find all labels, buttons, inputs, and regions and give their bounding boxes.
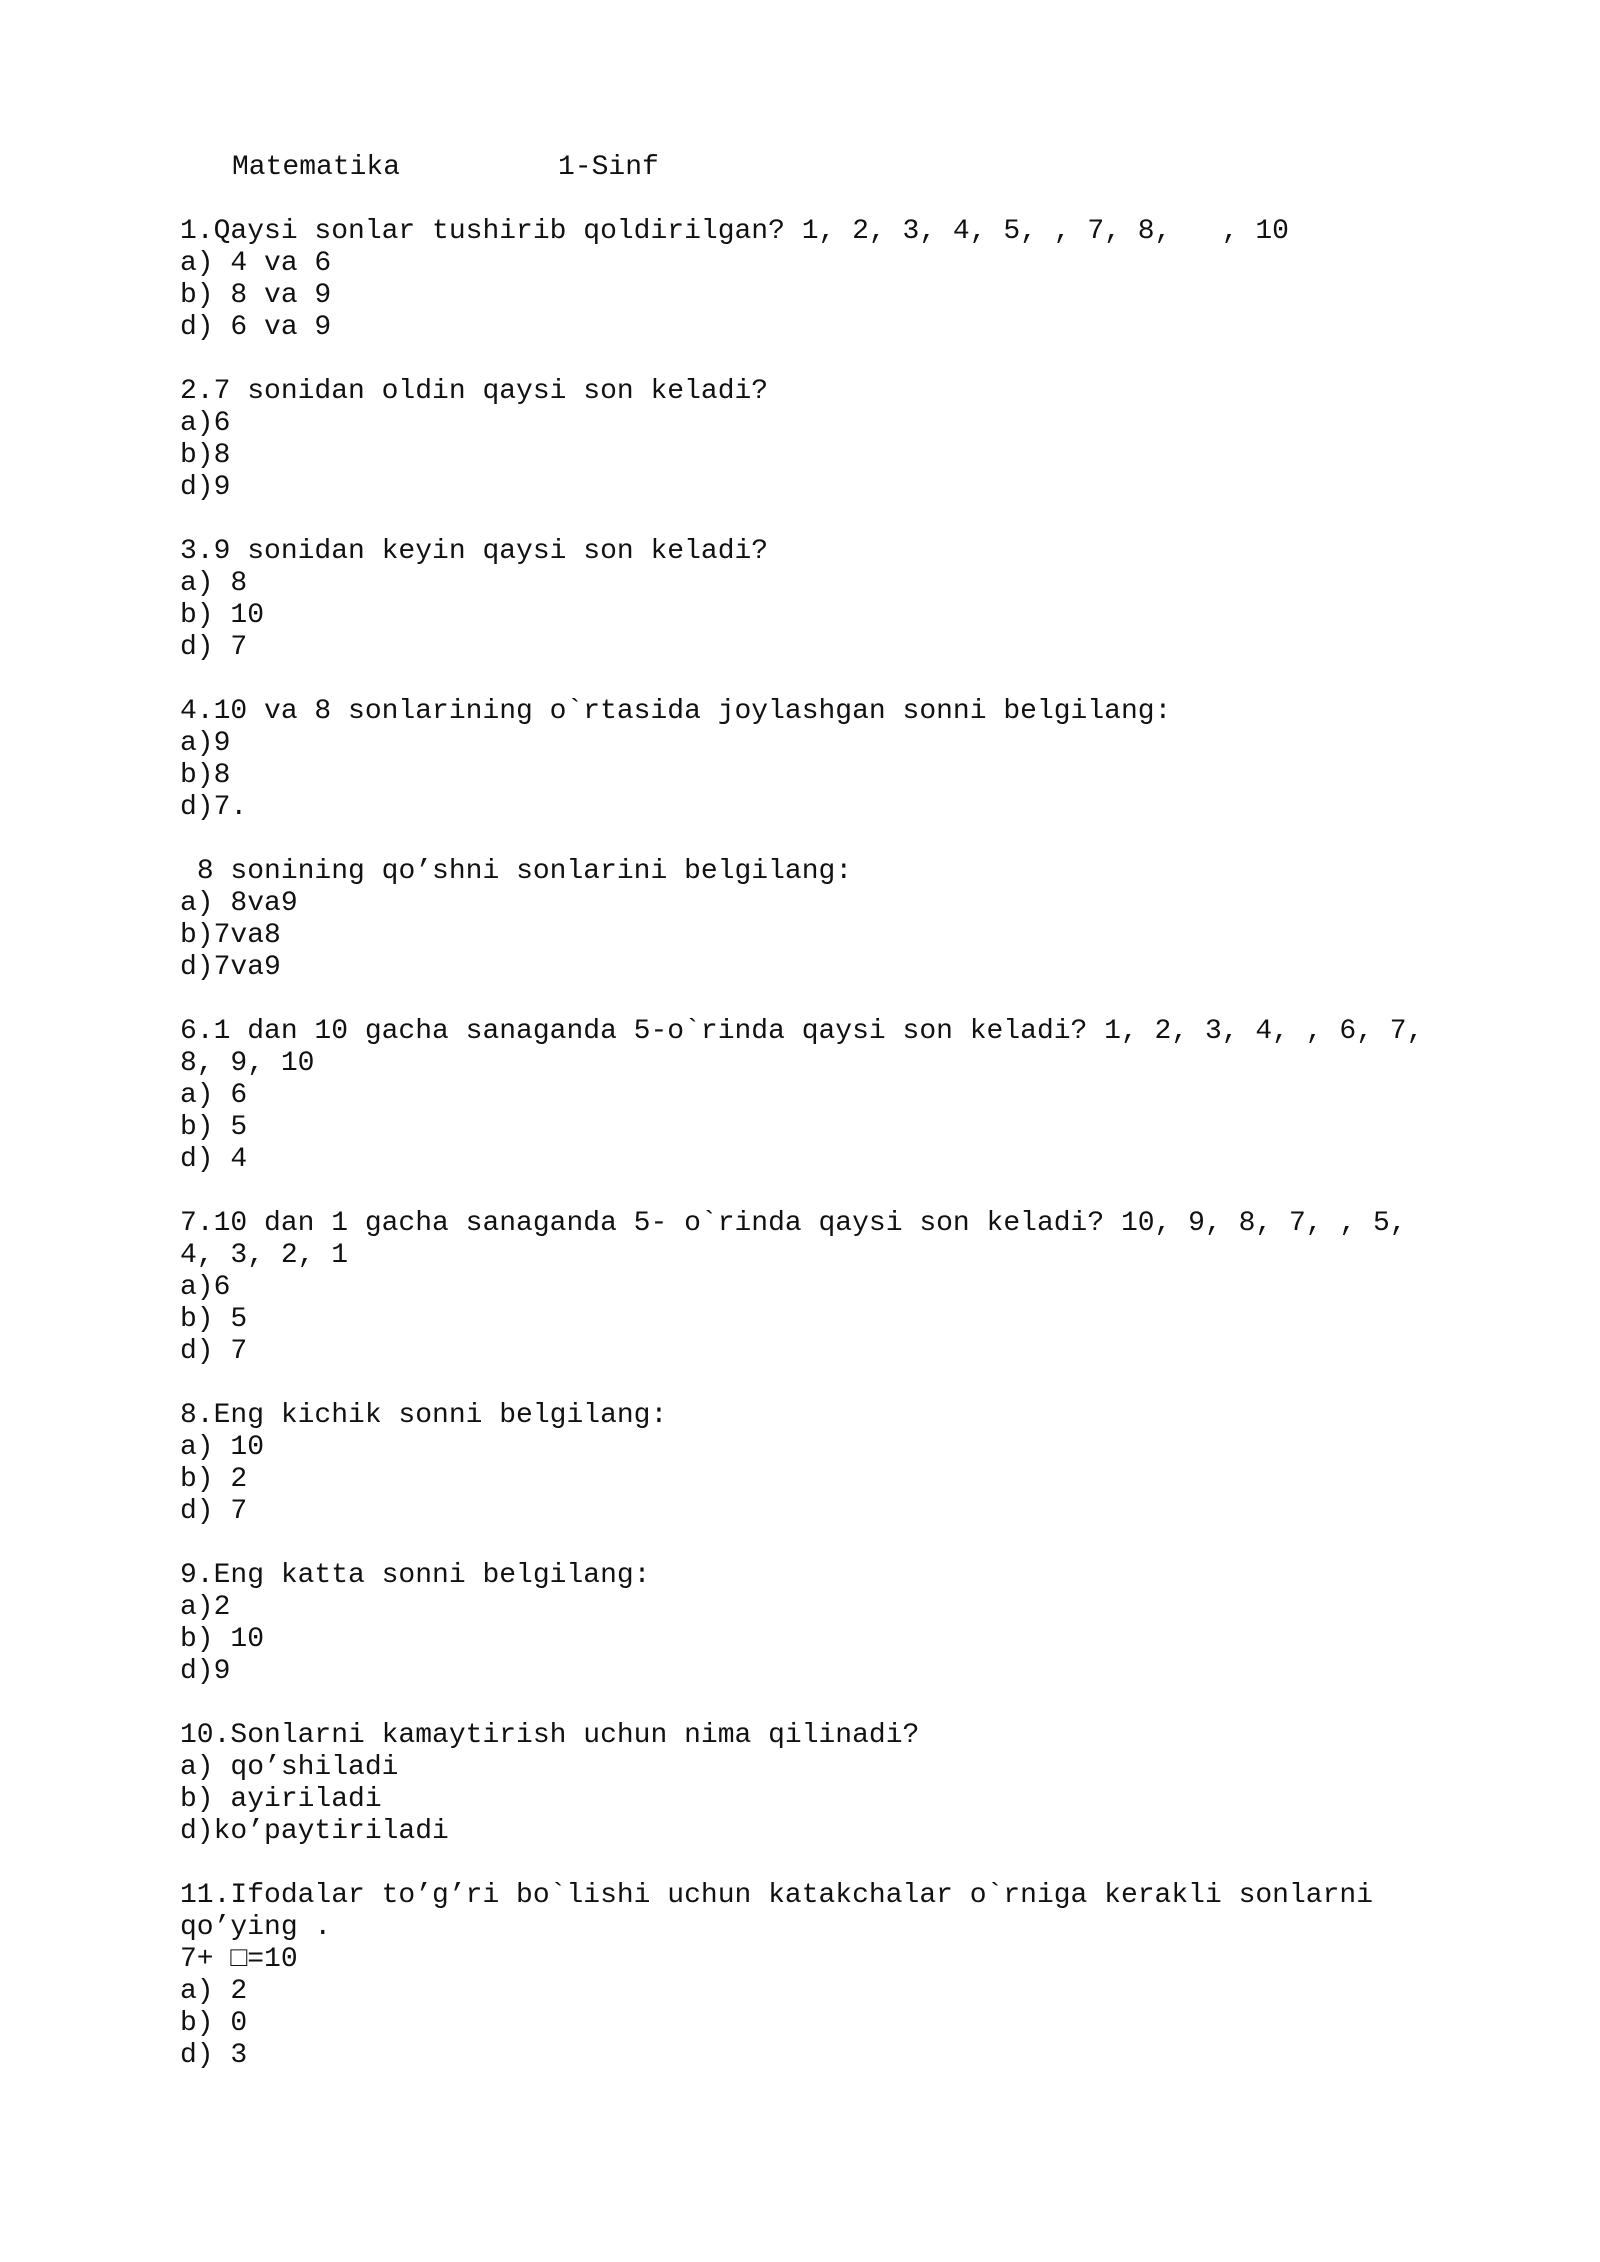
answer-option: a)6	[180, 1272, 231, 1303]
answer-option: b)8	[180, 440, 231, 471]
answer-option: d)9	[180, 1656, 231, 1687]
answer-option: b) ayiriladi	[180, 1784, 382, 1815]
answer-option: b) 5	[180, 1304, 248, 1335]
question-text: 6.1 dan 10 gacha sanaganda 5-o`rinda qaysi son keladi? 1, 2, 3, 4, , 6, 7, 8, 9, 10	[180, 1016, 1441, 1079]
question-block	[180, 216, 1440, 344]
answer-option: d)9	[180, 472, 231, 503]
answer-option: b) 8 va 9	[180, 280, 332, 311]
question-list	[180, 216, 1440, 2072]
question-text: 3.9 sonidan keyin qaysi son keladi?	[180, 536, 769, 567]
question-block	[180, 1560, 1440, 1688]
answer-option: b)8	[180, 760, 231, 791]
answer-option: d)ko’paytiriladi	[180, 1816, 449, 1847]
question-block	[180, 536, 1440, 664]
answer-option: a)2	[180, 1592, 231, 1623]
question-text: 1.Qaysi sonlar tushirib qoldirilgan? 1, 2, 3, 4, 5, , 7, 8, , 10	[180, 216, 1289, 247]
answer-option: d)7va9	[180, 952, 281, 983]
question-text: 7.10 dan 1 gacha sanaganda 5- o`rinda qaysi son keladi? 10, 9, 8, 7, , 5, 4, 3, 2, 1	[180, 1208, 1424, 1271]
answer-option: a)6	[180, 408, 231, 439]
answer-option: a) 6	[180, 1080, 248, 1111]
question-text: 11.Ifodalar to’g’ri bo`lishi uchun katakchalar o`rniga kerakli sonlarni qo’ying .	[180, 1880, 1390, 1943]
question-text: 9.Eng katta sonni belgilang:	[180, 1560, 651, 1591]
answer-option: d) 6 va 9	[180, 312, 332, 343]
answer-option: d) 3	[180, 2040, 248, 2071]
answer-option: b) 10	[180, 1624, 265, 1655]
question-block	[180, 1880, 1440, 2072]
question-block	[180, 696, 1440, 824]
answer-option: a) 4 va 6	[180, 248, 332, 279]
question-block	[180, 1400, 1440, 1528]
document-page	[180, 152, 1440, 2072]
answer-option: d) 7	[180, 1336, 248, 1367]
answer-option: b) 5	[180, 1112, 248, 1143]
answer-option: b) 2	[180, 1464, 248, 1495]
question-text: 4.10 va 8 sonlarining o`rtasida joylashgan sonni belgilang:	[180, 696, 1172, 727]
subject-title: Matematika	[232, 152, 401, 183]
question-text: 8 sonining qo’shni sonlarini belgilang:	[180, 856, 853, 887]
answer-option: a) 8va9	[180, 888, 298, 919]
answer-option: b) 0	[180, 2008, 248, 2039]
question-block	[180, 856, 1440, 984]
question-text: 10.Sonlarni kamaytirish uchun nima qilinadi?	[180, 1720, 920, 1751]
question-block	[180, 1016, 1440, 1176]
question-block	[180, 376, 1440, 504]
answer-option: d) 4	[180, 1144, 248, 1175]
answer-option: d) 7	[180, 1496, 248, 1527]
grade-title: 1-Sinf	[558, 152, 659, 183]
document-header	[232, 152, 1440, 184]
answer-option: d) 7	[180, 632, 248, 663]
question-text: 2.7 sonidan oldin qaysi son keladi?	[180, 376, 769, 407]
answer-option: b)7va8	[180, 920, 281, 951]
question-block	[180, 1208, 1440, 1368]
answer-option: a) 2	[180, 1976, 248, 2007]
question-block	[180, 1720, 1440, 1848]
answer-option: b) 10	[180, 600, 265, 631]
answer-option: a) 8	[180, 568, 248, 599]
question-expression: 7+ □=10	[180, 1944, 298, 1975]
answer-option: a) qo’shiladi	[180, 1752, 399, 1783]
answer-option: d)7.	[180, 792, 248, 823]
answer-option: a)9	[180, 728, 231, 759]
answer-option: a) 10	[180, 1432, 265, 1463]
question-text: 8.Eng kichik sonni belgilang:	[180, 1400, 668, 1431]
